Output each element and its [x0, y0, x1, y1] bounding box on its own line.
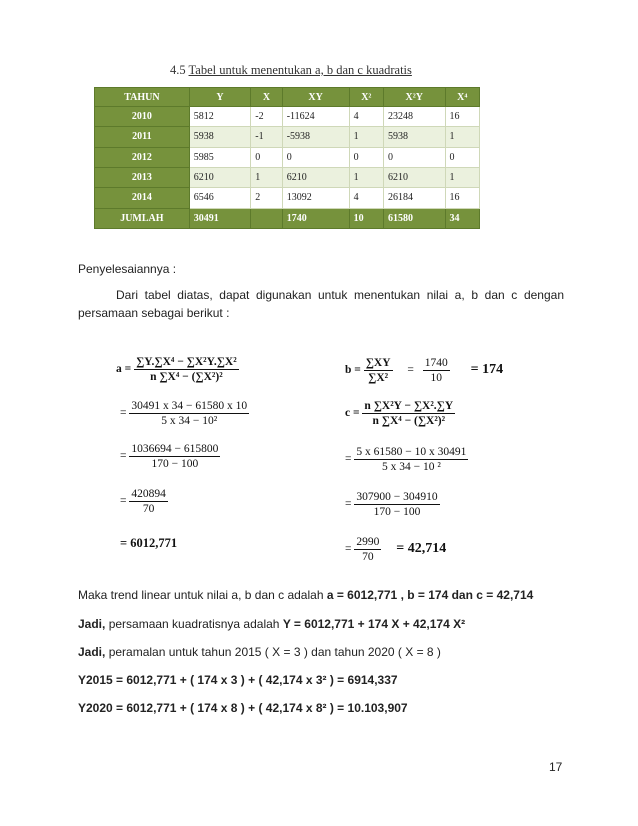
c-step2-fraction [354, 491, 439, 518]
table-row [95, 167, 480, 187]
table-cell: 10 [349, 208, 383, 228]
equals-sign: = [345, 453, 352, 466]
header-cell: XY [282, 88, 349, 107]
table-cell: 5985 [189, 147, 251, 167]
c-step-1 [345, 446, 468, 473]
table-cell: 4 [349, 107, 383, 127]
c-step3-num: 2990 [356, 536, 380, 548]
table-cell: 16 [445, 107, 479, 127]
table-cell: 4 [349, 188, 383, 208]
table-caption [170, 63, 412, 78]
a-step2-num: 1036694 − 615800 [131, 443, 219, 455]
a-step-1 [120, 400, 249, 427]
a-step3-fraction [129, 488, 168, 515]
a-step2-den: 170 − 100 [151, 458, 199, 470]
table-cell: 0 [445, 147, 479, 167]
a-step-3 [120, 488, 168, 515]
result-line-3 [78, 645, 441, 659]
result-line-2 [78, 617, 465, 631]
table-cell: 1 [445, 127, 479, 147]
table-cell: 2011 [95, 127, 190, 147]
table-cell: 2012 [95, 147, 190, 167]
header-cell: X [251, 88, 282, 107]
a-fraction [134, 356, 239, 383]
c-step3-fraction [354, 536, 381, 563]
result-line-2-lead: Jadi, [78, 617, 109, 631]
equals-sign: = [345, 543, 352, 556]
table-cell: 13092 [282, 188, 349, 208]
table-cell: 1 [349, 127, 383, 147]
table-cell: 2014 [95, 188, 190, 208]
formula-c [345, 400, 455, 427]
table-cell: 2013 [95, 167, 190, 187]
header-cell: Y [189, 88, 251, 107]
table-cell: -2 [251, 107, 282, 127]
a-step1-fraction [129, 400, 249, 427]
table-cell: 5938 [189, 127, 251, 147]
a-step3-num: 420894 [131, 488, 166, 500]
table-cell: 30491 [189, 208, 251, 228]
b-result: = 174 [470, 362, 504, 378]
c-denominator: n ∑X⁴ − (∑X²)² [372, 415, 446, 427]
c-fraction [362, 400, 455, 427]
a-step-2 [120, 443, 220, 470]
c-step-2 [345, 491, 440, 518]
c-step2-num: 307900 − 304910 [356, 491, 438, 503]
b-label: b = [345, 364, 361, 377]
a-step3-den: 70 [142, 503, 155, 515]
table-cell: 1740 [282, 208, 349, 228]
c-step3-den: 70 [362, 551, 374, 563]
a-step1-den: 5 x 34 − 10² [161, 415, 218, 427]
table-cell: 1 [349, 167, 383, 187]
forecast-2020: Y2020 = 6012,771 + ( 174 x 8 ) + ( 42,174 x 8² ) = 10.103,907 [78, 701, 408, 715]
b-denominator: ∑X² [368, 372, 389, 384]
formula-b [345, 357, 503, 384]
table-cell: 2 [251, 188, 282, 208]
table-cell [251, 208, 282, 228]
equals-sign: = [120, 407, 127, 420]
table-cell: 6210 [282, 167, 349, 187]
table-cell: 6210 [189, 167, 251, 187]
page-number: 17 [549, 760, 563, 774]
result-line-3-lead: Jadi, [78, 645, 109, 659]
formula-a [116, 356, 239, 383]
caption-title: Tabel untuk menentukan a, b dan c kuadratis [188, 63, 412, 77]
table-cell: -11624 [282, 107, 349, 127]
table-cell: 5938 [384, 127, 446, 147]
b-value-fraction [423, 357, 450, 384]
equals-sign: = [120, 450, 127, 463]
table-cell: 61580 [384, 208, 446, 228]
table-cell: 0 [251, 147, 282, 167]
table-row [95, 147, 480, 167]
caption-prefix: 4.5 [170, 63, 189, 77]
b-fraction [364, 357, 393, 384]
table-cell: 2010 [95, 107, 190, 127]
result-line-1-values: a = 6012,771 , b = 174 dan c = 42,714 [326, 588, 534, 602]
result-line-2-equation: Y = 6012,771 + 174 X + 42,174 X² [282, 617, 466, 631]
paragraph-line-2: persamaan sebagai berikut : [78, 306, 230, 320]
table-cell: 26184 [384, 188, 446, 208]
table-cell: 0 [282, 147, 349, 167]
b-value-den: 10 [430, 372, 443, 384]
table-cell: 5812 [189, 107, 251, 127]
table-row [95, 188, 480, 208]
paragraph-line-1: Dari tabel diatas, dapat digunakan untuk menentukan nilai a, b dan c dengan [116, 288, 564, 302]
equals-sign: = [345, 498, 352, 511]
table-cell: 1 [445, 167, 479, 187]
header-cell: X²Y [384, 88, 446, 107]
b-numerator: ∑XY [365, 357, 391, 369]
forecast-2015: Y2015 = 6012,771 + ( 174 x 3 ) + ( 42,174 x 3² ) = 6914,337 [78, 673, 398, 687]
header-cell: TAHUN [95, 88, 190, 107]
table-cell: 1 [251, 167, 282, 187]
c-step1-fraction [354, 446, 468, 473]
table-cell: -1 [251, 127, 282, 147]
table-cell: 16 [445, 188, 479, 208]
result-line-2-text: persamaan kuadratisnya adalah [108, 617, 283, 631]
a-step1-num: 30491 x 34 − 61580 x 10 [131, 400, 248, 412]
c-step1-num: 5 x 61580 − 10 x 30491 [356, 446, 467, 458]
table-row [95, 127, 480, 147]
a-numerator: ∑Y.∑X⁴ − ∑X²Y.∑X² [136, 356, 237, 368]
a-step2-fraction [129, 443, 220, 470]
table-cell: 0 [349, 147, 383, 167]
c-numerator: n ∑X²Y − ∑X².∑Y [364, 400, 454, 412]
a-denominator: n ∑X⁴ − (∑X²)² [150, 371, 223, 383]
result-line-3-text: peramalan untuk tahun 2015 ( X = 3 ) dan tahun 2020 ( X = 8 ) [108, 645, 441, 659]
solution-heading: Penyelesaiannya : [78, 262, 177, 276]
equals-sign: = [407, 364, 414, 377]
table-header-row [95, 88, 480, 107]
b-value-num: 1740 [424, 357, 448, 369]
table-cell: -5938 [282, 127, 349, 147]
c-step-3 [345, 536, 446, 563]
table-cell: 23248 [384, 107, 446, 127]
table-cell: 0 [384, 147, 446, 167]
header-cell: X² [349, 88, 383, 107]
c-label: c = [345, 407, 360, 420]
table-cell: 6546 [189, 188, 251, 208]
result-line-1 [78, 588, 533, 602]
header-cell: X⁴ [445, 88, 479, 107]
data-table [94, 87, 480, 229]
table-cell: JUMLAH [95, 208, 190, 228]
c-step2-den: 170 − 100 [373, 506, 421, 518]
a-label: a = [116, 363, 132, 376]
table-cell: 34 [445, 208, 479, 228]
table-cell: 6210 [384, 167, 446, 187]
c-step1-den: 5 x 34 − 10 ² [381, 461, 441, 473]
table-row [95, 107, 480, 127]
equals-sign: = [120, 495, 127, 508]
c-result: = 42,714 [396, 541, 447, 557]
a-result: = 6012,771 [120, 536, 178, 550]
table-total-row [95, 208, 480, 228]
result-line-1-text: Maka trend linear untuk nilai a, b dan c adalah [78, 588, 327, 602]
